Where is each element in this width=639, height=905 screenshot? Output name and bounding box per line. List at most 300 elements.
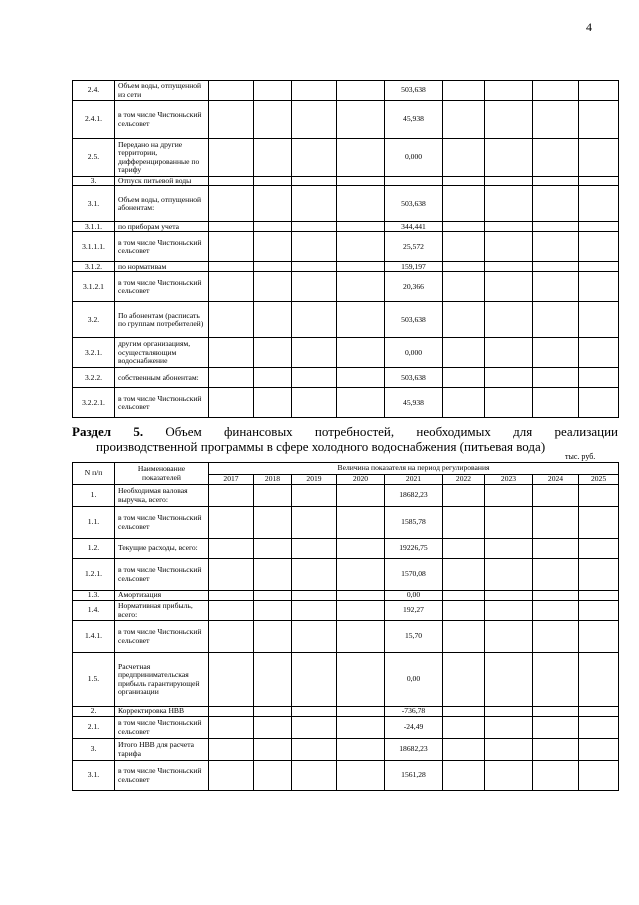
- row-name: Текущие расходы, всего:: [115, 539, 209, 559]
- empty-cell: [337, 485, 385, 507]
- empty-cell: [209, 621, 254, 653]
- empty-cell: [579, 388, 619, 418]
- water-volume-table: [72, 80, 619, 418]
- row-number: 3.: [73, 739, 115, 761]
- value-2021: 503,638: [385, 302, 443, 338]
- empty-cell: [579, 707, 619, 717]
- row-number: 1.4.: [73, 601, 115, 621]
- row-name: в том числе Чистюньский сельсовет: [115, 272, 209, 302]
- year-header: 2017: [209, 475, 254, 485]
- empty-cell: [292, 101, 337, 139]
- row-name: собственным абонентам:: [115, 368, 209, 388]
- empty-cell: [579, 139, 619, 177]
- table-row: [73, 388, 619, 418]
- row-number: 1.: [73, 485, 115, 507]
- empty-cell: [443, 368, 485, 388]
- table-row: [73, 262, 619, 272]
- empty-cell: [337, 559, 385, 591]
- empty-cell: [485, 81, 533, 101]
- empty-cell: [579, 232, 619, 262]
- table-row: [73, 621, 619, 653]
- empty-cell: [209, 539, 254, 559]
- table-row: [73, 101, 619, 139]
- empty-cell: [485, 591, 533, 601]
- empty-cell: [533, 707, 579, 717]
- year-header: 2018: [254, 475, 292, 485]
- empty-cell: [292, 591, 337, 601]
- empty-cell: [337, 262, 385, 272]
- empty-cell: [292, 507, 337, 539]
- table-row: [73, 739, 619, 761]
- empty-cell: [337, 707, 385, 717]
- value-2021: 19226,75: [385, 539, 443, 559]
- empty-cell: [209, 559, 254, 591]
- empty-cell: [485, 485, 533, 507]
- row-number: 2.: [73, 707, 115, 717]
- year-header: 2022: [443, 475, 485, 485]
- empty-cell: [533, 621, 579, 653]
- empty-cell: [485, 388, 533, 418]
- empty-cell: [485, 262, 533, 272]
- table-row: [73, 81, 619, 101]
- row-number: 3.2.2.1.: [73, 388, 115, 418]
- row-number: 3.1.1.1.: [73, 232, 115, 262]
- empty-cell: [533, 368, 579, 388]
- empty-cell: [254, 262, 292, 272]
- empty-cell: [443, 101, 485, 139]
- empty-cell: [292, 485, 337, 507]
- empty-cell: [254, 186, 292, 222]
- empty-cell: [209, 485, 254, 507]
- row-name: Расчетная предпринимательская прибыль гарантирующей организации: [115, 653, 209, 707]
- empty-cell: [533, 232, 579, 262]
- row-number: 1.2.1.: [73, 559, 115, 591]
- row-number: 2.4.: [73, 81, 115, 101]
- table-row: [73, 601, 619, 621]
- empty-cell: [443, 601, 485, 621]
- empty-cell: [209, 368, 254, 388]
- unit-label: тыс. руб.: [565, 452, 596, 461]
- page-number: 4: [586, 20, 592, 34]
- empty-cell: [292, 761, 337, 791]
- empty-cell: [337, 717, 385, 739]
- empty-cell: [292, 717, 337, 739]
- empty-cell: [443, 262, 485, 272]
- empty-cell: [443, 621, 485, 653]
- value-2021: 45,938: [385, 388, 443, 418]
- empty-cell: [533, 739, 579, 761]
- row-name: Объем воды, отпущенной из сети: [115, 81, 209, 101]
- empty-cell: [533, 81, 579, 101]
- row-number: 1.2.: [73, 539, 115, 559]
- row-name: в том числе Чистюньский сельсовет: [115, 388, 209, 418]
- empty-cell: [485, 272, 533, 302]
- row-name: в том числе Чистюньский сельсовет: [115, 559, 209, 591]
- empty-cell: [443, 539, 485, 559]
- empty-cell: [209, 338, 254, 368]
- row-name: в том числе Чистюньский сельсовет: [115, 232, 209, 262]
- empty-cell: [443, 272, 485, 302]
- row-name: Необходимая валовая выручка, всего:: [115, 485, 209, 507]
- empty-cell: [579, 761, 619, 791]
- empty-cell: [579, 739, 619, 761]
- empty-cell: [485, 621, 533, 653]
- row-name: по приборам учета: [115, 222, 209, 232]
- table-row: [73, 186, 619, 222]
- empty-cell: [254, 232, 292, 262]
- empty-cell: [533, 177, 579, 186]
- row-number: 3.1.2.: [73, 262, 115, 272]
- empty-cell: [533, 539, 579, 559]
- empty-cell: [209, 222, 254, 232]
- empty-cell: [337, 653, 385, 707]
- empty-cell: [533, 507, 579, 539]
- empty-cell: [443, 739, 485, 761]
- empty-cell: [254, 272, 292, 302]
- empty-cell: [209, 761, 254, 791]
- section-5-heading: [72, 424, 618, 454]
- empty-cell: [485, 507, 533, 539]
- empty-cell: [485, 601, 533, 621]
- empty-cell: [485, 186, 533, 222]
- empty-cell: [209, 186, 254, 222]
- value-2021: 192,27: [385, 601, 443, 621]
- value-2021: 18682,23: [385, 739, 443, 761]
- table-row: [73, 539, 619, 559]
- value-2021: -736,78: [385, 707, 443, 717]
- row-name: по нормативам: [115, 262, 209, 272]
- empty-cell: [485, 338, 533, 368]
- section-label: Раздел 5.: [72, 424, 144, 439]
- empty-cell: [337, 591, 385, 601]
- empty-cell: [292, 338, 337, 368]
- empty-cell: [579, 222, 619, 232]
- table-row: [73, 591, 619, 601]
- empty-cell: [579, 177, 619, 186]
- empty-cell: [209, 272, 254, 302]
- empty-cell: [292, 81, 337, 101]
- value-2021: 159,197: [385, 262, 443, 272]
- empty-cell: [485, 368, 533, 388]
- empty-cell: [533, 559, 579, 591]
- row-name: в том числе Чистюньский сельсовет: [115, 761, 209, 791]
- empty-cell: [254, 539, 292, 559]
- empty-cell: [254, 485, 292, 507]
- empty-cell: [579, 302, 619, 338]
- value-2021: [385, 177, 443, 186]
- table-row: [73, 761, 619, 791]
- empty-cell: [337, 81, 385, 101]
- empty-cell: [443, 559, 485, 591]
- empty-cell: [292, 262, 337, 272]
- value-2021: 503,638: [385, 368, 443, 388]
- empty-cell: [254, 388, 292, 418]
- empty-cell: [292, 388, 337, 418]
- empty-cell: [337, 139, 385, 177]
- empty-cell: [209, 591, 254, 601]
- empty-cell: [533, 262, 579, 272]
- empty-cell: [443, 186, 485, 222]
- value-2021: 15,70: [385, 621, 443, 653]
- empty-cell: [579, 507, 619, 539]
- empty-cell: [533, 388, 579, 418]
- empty-cell: [533, 601, 579, 621]
- empty-cell: [337, 601, 385, 621]
- empty-cell: [337, 388, 385, 418]
- value-2021: 1570,08: [385, 559, 443, 591]
- empty-cell: [533, 139, 579, 177]
- empty-cell: [579, 601, 619, 621]
- empty-cell: [292, 177, 337, 186]
- empty-cell: [254, 761, 292, 791]
- row-name: Объем воды, отпущенной абонентам:: [115, 186, 209, 222]
- empty-cell: [533, 653, 579, 707]
- empty-cell: [485, 739, 533, 761]
- empty-cell: [209, 653, 254, 707]
- empty-cell: [209, 262, 254, 272]
- empty-cell: [292, 272, 337, 302]
- empty-cell: [209, 232, 254, 262]
- empty-cell: [443, 761, 485, 791]
- empty-cell: [254, 653, 292, 707]
- empty-cell: [209, 139, 254, 177]
- empty-cell: [485, 139, 533, 177]
- empty-cell: [254, 222, 292, 232]
- table-row: [73, 272, 619, 302]
- empty-cell: [337, 739, 385, 761]
- empty-cell: [292, 186, 337, 222]
- empty-cell: [292, 139, 337, 177]
- empty-cell: [337, 302, 385, 338]
- empty-cell: [337, 338, 385, 368]
- empty-cell: [337, 507, 385, 539]
- empty-cell: [337, 186, 385, 222]
- table-row: [73, 507, 619, 539]
- empty-cell: [579, 272, 619, 302]
- empty-cell: [209, 507, 254, 539]
- table-row: [73, 177, 619, 186]
- empty-cell: [292, 707, 337, 717]
- table-row: [73, 302, 619, 338]
- empty-cell: [579, 186, 619, 222]
- empty-cell: [533, 591, 579, 601]
- value-2021: -24,49: [385, 717, 443, 739]
- empty-cell: [337, 368, 385, 388]
- table-row: [73, 559, 619, 591]
- table-row: [73, 232, 619, 262]
- row-name: в том числе Чистюньский сельсовет: [115, 507, 209, 539]
- empty-cell: [254, 101, 292, 139]
- empty-cell: [533, 485, 579, 507]
- row-name: в том числе Чистюньский сельсовет: [115, 101, 209, 139]
- empty-cell: [443, 81, 485, 101]
- header-num: N п/п: [73, 463, 115, 485]
- row-number: 3.1.2.1: [73, 272, 115, 302]
- empty-cell: [337, 232, 385, 262]
- empty-cell: [443, 302, 485, 338]
- empty-cell: [485, 232, 533, 262]
- empty-cell: [209, 739, 254, 761]
- empty-cell: [292, 222, 337, 232]
- row-name: Амортизация: [115, 591, 209, 601]
- row-number: 3.1.: [73, 761, 115, 791]
- empty-cell: [443, 707, 485, 717]
- empty-cell: [254, 368, 292, 388]
- empty-cell: [209, 601, 254, 621]
- empty-cell: [579, 338, 619, 368]
- empty-cell: [579, 262, 619, 272]
- value-2021: 0,00: [385, 591, 443, 601]
- empty-cell: [485, 539, 533, 559]
- row-number: 1.3.: [73, 591, 115, 601]
- row-number: 3.2.2.: [73, 368, 115, 388]
- empty-cell: [292, 653, 337, 707]
- empty-cell: [254, 302, 292, 338]
- value-2021: 18682,23: [385, 485, 443, 507]
- empty-cell: [443, 139, 485, 177]
- empty-cell: [254, 621, 292, 653]
- row-name: в том числе Чистюньский сельсовет: [115, 717, 209, 739]
- value-2021: 0,00: [385, 653, 443, 707]
- empty-cell: [485, 222, 533, 232]
- row-name: Итого НВВ для расчета тарифа: [115, 739, 209, 761]
- empty-cell: [254, 707, 292, 717]
- empty-cell: [209, 707, 254, 717]
- empty-cell: [254, 507, 292, 539]
- empty-cell: [533, 222, 579, 232]
- table-row: [73, 653, 619, 707]
- row-number: 3.1.1.: [73, 222, 115, 232]
- row-number: 3.: [73, 177, 115, 186]
- value-2021: 25,572: [385, 232, 443, 262]
- empty-cell: [579, 101, 619, 139]
- empty-cell: [254, 739, 292, 761]
- year-header: 2019: [292, 475, 337, 485]
- value-2021: 503,638: [385, 186, 443, 222]
- empty-cell: [254, 139, 292, 177]
- empty-cell: [579, 591, 619, 601]
- table-row: [73, 485, 619, 507]
- empty-cell: [292, 539, 337, 559]
- row-number: 1.4.1.: [73, 621, 115, 653]
- row-name: в том числе Чистюньский сельсовет: [115, 621, 209, 653]
- empty-cell: [292, 559, 337, 591]
- row-name: Передано на другие территории, дифференцированные по тарифу: [115, 139, 209, 177]
- empty-cell: [485, 302, 533, 338]
- row-name: По абонентам (расписать по группам потребителей): [115, 302, 209, 338]
- empty-cell: [337, 272, 385, 302]
- row-number: 1.5.: [73, 653, 115, 707]
- empty-cell: [485, 761, 533, 791]
- empty-cell: [443, 653, 485, 707]
- table-row: [73, 368, 619, 388]
- empty-cell: [337, 222, 385, 232]
- empty-cell: [579, 539, 619, 559]
- table-row: [73, 338, 619, 368]
- empty-cell: [337, 177, 385, 186]
- empty-cell: [254, 81, 292, 101]
- empty-cell: [209, 717, 254, 739]
- empty-cell: [337, 101, 385, 139]
- empty-cell: [579, 559, 619, 591]
- empty-cell: [443, 222, 485, 232]
- empty-cell: [533, 101, 579, 139]
- value-2021: 20,366: [385, 272, 443, 302]
- value-2021: 503,638: [385, 81, 443, 101]
- year-header: 2023: [485, 475, 533, 485]
- empty-cell: [254, 177, 292, 186]
- empty-cell: [579, 81, 619, 101]
- empty-cell: [533, 338, 579, 368]
- empty-cell: [485, 559, 533, 591]
- empty-cell: [485, 653, 533, 707]
- empty-cell: [485, 717, 533, 739]
- empty-cell: [533, 717, 579, 739]
- value-2021: 1585,78: [385, 507, 443, 539]
- empty-cell: [337, 621, 385, 653]
- row-number: 2.1.: [73, 717, 115, 739]
- empty-cell: [254, 717, 292, 739]
- value-2021: 1561,28: [385, 761, 443, 791]
- empty-cell: [579, 653, 619, 707]
- empty-cell: [443, 177, 485, 186]
- header-period: Величина показателя на период регулирования: [209, 463, 619, 475]
- year-header: 2021: [385, 475, 443, 485]
- empty-cell: [254, 591, 292, 601]
- empty-cell: [254, 559, 292, 591]
- empty-cell: [209, 81, 254, 101]
- empty-cell: [337, 539, 385, 559]
- empty-cell: [209, 302, 254, 338]
- row-number: 3.2.: [73, 302, 115, 338]
- empty-cell: [485, 101, 533, 139]
- table-row: [73, 139, 619, 177]
- empty-cell: [443, 591, 485, 601]
- section-title-line1: Объем финансовых потребностей, необходимых для реализации: [165, 424, 619, 439]
- table-row: [73, 222, 619, 232]
- empty-cell: [292, 232, 337, 262]
- empty-cell: [292, 621, 337, 653]
- empty-cell: [443, 388, 485, 418]
- section-title-line2: производственной программы в сфере холодного водоснабжения (питьевая вода): [96, 439, 546, 454]
- empty-cell: [292, 601, 337, 621]
- row-number: 3.1.: [73, 186, 115, 222]
- row-name: Нормативная прибыль, всего:: [115, 601, 209, 621]
- empty-cell: [533, 302, 579, 338]
- empty-cell: [443, 232, 485, 262]
- empty-cell: [337, 761, 385, 791]
- empty-cell: [209, 101, 254, 139]
- empty-cell: [292, 368, 337, 388]
- year-header: 2020: [337, 475, 385, 485]
- row-number: 2.4.1.: [73, 101, 115, 139]
- header-name: Наименование показателей: [115, 463, 209, 485]
- financial-needs-table: [72, 462, 619, 791]
- empty-cell: [292, 739, 337, 761]
- row-name: Корректировка НВВ: [115, 707, 209, 717]
- empty-cell: [254, 338, 292, 368]
- empty-cell: [533, 272, 579, 302]
- empty-cell: [209, 388, 254, 418]
- empty-cell: [533, 186, 579, 222]
- empty-cell: [292, 302, 337, 338]
- empty-cell: [579, 621, 619, 653]
- year-header: 2024: [533, 475, 579, 485]
- empty-cell: [443, 485, 485, 507]
- row-name: Отпуск питьевой воды: [115, 177, 209, 186]
- empty-cell: [254, 601, 292, 621]
- empty-cell: [579, 717, 619, 739]
